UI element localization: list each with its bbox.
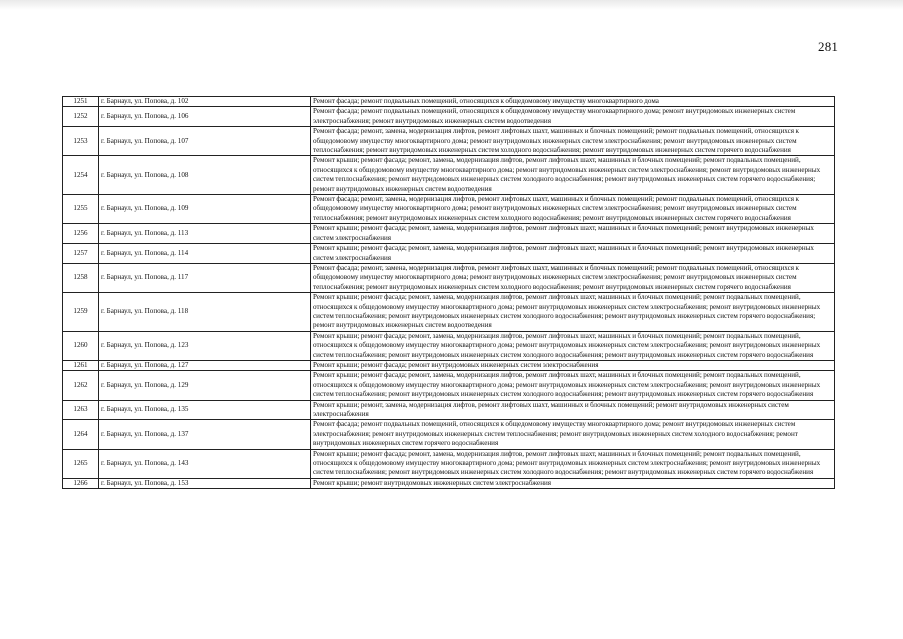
table-row — [63, 331, 835, 360]
row-number-cell: 1266 — [63, 478, 99, 488]
scan-edge-shadow — [0, 0, 903, 10]
repair-works-cell: Ремонт крыши; ремонт фасада; ремонт, замена, модернизация лифтов, ремонт лифтовых шахт, машинных и блочных помещений; ремонт подвальных помещений, относящихся к общедомовому имуществу многоквартирного дома; ремонт внутридомовых инженерных систем электроснабжения; ремонт внутридомовых инженерных систем теплоснабжения; ремонт внутридомовых инженерных систем холодного водоснабжения; ремонт внутридомовых инженерных систем горячего водоснабжения; ремонт внутридомовых инженерных систем водоотведения — [311, 156, 835, 195]
row-number-cell: 1263 — [63, 400, 99, 420]
address-cell: г. Барнаул, ул. Попова, д. 153 — [99, 478, 311, 488]
table-row — [63, 400, 835, 420]
address-cell: г. Барнаул, ул. Попова, д. 117 — [99, 263, 311, 292]
table-row — [63, 360, 835, 370]
repair-works-cell: Ремонт крыши; ремонт фасада; ремонт внутридомовых инженерных систем электроснабжения — [311, 360, 835, 370]
row-number-cell: 1261 — [63, 360, 99, 370]
houses-repair-table — [62, 96, 835, 489]
address-cell: г. Барнаул, ул. Попова, д. 113 — [99, 224, 311, 244]
row-number-cell: 1257 — [63, 244, 99, 264]
table-row — [63, 478, 835, 488]
repair-works-cell: Ремонт крыши; ремонт внутридомовых инженерных систем электроснабжения — [311, 478, 835, 488]
row-number-cell: 1258 — [63, 263, 99, 292]
address-cell: г. Барнаул, ул. Попова, д. 127 — [99, 360, 311, 370]
repair-works-cell: Ремонт фасада; ремонт, замена, модернизация лифтов, ремонт лифтовых шахт, машинных и блочных помещений; ремонт подвальных помещений, относящихся к общедомовому имуществу многоквартирного дома; ремонт внутридомовых инженерных систем электроснабжения; ремонт внутридомовых инженерных систем теплоснабжения; ремонт внутридомовых инженерных систем холодного водоснабжения; ремонт внутридомовых инженерных систем горячего водоснабжения — [311, 195, 835, 224]
row-number-cell: 1255 — [63, 195, 99, 224]
address-cell: г. Барнаул, ул. Попова, д. 106 — [99, 107, 311, 127]
table-row — [63, 293, 835, 332]
row-number-cell: 1260 — [63, 331, 99, 360]
row-number-cell: 1259 — [63, 293, 99, 332]
row-number-cell: 1262 — [63, 371, 99, 400]
repair-works-cell: Ремонт фасада; ремонт подвальных помещений, относящихся к общедомовому имуществу многоквартирного дома; ремонт внутридомовых инженерных систем электроснабжения; ремонт внутридомовых инженерных систем водоотведения — [311, 107, 835, 127]
address-cell: г. Барнаул, ул. Попова, д. 129 — [99, 371, 311, 400]
row-number-cell: 1251 — [63, 97, 99, 107]
table-body — [63, 97, 835, 489]
table-row — [63, 224, 835, 244]
repair-works-cell: Ремонт крыши; ремонт фасада; ремонт, замена, модернизация лифтов, ремонт лифтовых шахт, машинных и блочных помещений; ремонт подвальных помещений, относящихся к общедомовому имуществу многоквартирного дома; ремонт внутридомовых инженерных систем электроснабжения; ремонт внутридомовых инженерных систем теплоснабжения; ремонт внутридомовых инженерных систем холодного водоснабжения; ремонт внутридомовых инженерных систем горячего водоснабжения — [311, 331, 835, 360]
repair-works-cell: Ремонт фасада; ремонт, замена, модернизация лифтов, ремонт лифтовых шахт, машинных и блочных помещений; ремонт подвальных помещений, относящихся к общедомовому имуществу многоквартирного дома; ремонт внутридомовых инженерных систем электроснабжения; ремонт внутридомовых инженерных систем теплоснабжения; ремонт внутридомовых инженерных систем холодного водоснабжения; ремонт внутридомовых инженерных систем горячего водоснабжения — [311, 127, 835, 156]
table-row — [63, 156, 835, 195]
page-number: 281 — [818, 39, 839, 54]
table-row — [63, 107, 835, 127]
row-number-cell: 1265 — [63, 449, 99, 478]
repair-works-cell: Ремонт фасада; ремонт, замена, модернизация лифтов, ремонт лифтовых шахт, машинных и блочных помещений; ремонт подвальных помещений, относящихся к общедомовому имуществу многоквартирного дома; ремонт внутридомовых инженерных систем электроснабжения; ремонт внутридомовых инженерных систем теплоснабжения; ремонт внутридомовых инженерных систем холодного водоснабжения; ремонт внутридомовых инженерных систем горячего водоснабжения — [311, 263, 835, 292]
address-cell: г. Барнаул, ул. Попова, д. 137 — [99, 420, 311, 449]
repair-works-cell: Ремонт крыши; ремонт фасада; ремонт, замена, модернизация лифтов, ремонт лифтовых шахт, машинных и блочных помещений; ремонт внутридомовых инженерных систем электроснабжения — [311, 244, 835, 264]
table-row — [63, 244, 835, 264]
repair-works-cell: Ремонт крыши; ремонт фасада; ремонт, замена, модернизация лифтов, ремонт лифтовых шахт, машинных и блочных помещений; ремонт подвальных помещений, относящихся к общедомовому имуществу многоквартирного дома; ремонт внутридомовых инженерных систем электроснабжения; ремонт внутридомовых инженерных систем теплоснабжения; ремонт внутридомовых инженерных систем холодного водоснабжения; ремонт внутридомовых инженерных систем горячего водоснабжения; ремонт внутридомовых инженерных систем водоотведения — [311, 293, 835, 332]
address-cell: г. Барнаул, ул. Попова, д. 108 — [99, 156, 311, 195]
address-cell: г. Барнаул, ул. Попова, д. 114 — [99, 244, 311, 264]
address-cell: г. Барнаул, ул. Попова, д. 118 — [99, 293, 311, 332]
row-number-cell: 1264 — [63, 420, 99, 449]
table-row — [63, 97, 835, 107]
table-row — [63, 371, 835, 400]
repair-works-cell: Ремонт крыши; ремонт фасада; ремонт, замена, модернизация лифтов, ремонт лифтовых шахт, машинных и блочных помещений; ремонт подвальных помещений, относящихся к общедомовому имуществу многоквартирного дома; ремонт внутридомовых инженерных систем электроснабжения; ремонт внутридомовых инженерных систем теплоснабжения; ремонт внутридомовых инженерных систем холодного водоснабжения; ремонт внутридомовых инженерных систем горячего водоснабжения — [311, 449, 835, 478]
row-number-cell: 1252 — [63, 107, 99, 127]
repair-works-cell: Ремонт фасада; ремонт подвальных помещений, относящихся к общедомовому имуществу многоквартирного дома — [311, 97, 835, 107]
address-cell: г. Барнаул, ул. Попова, д. 123 — [99, 331, 311, 360]
address-cell: г. Барнаул, ул. Попова, д. 135 — [99, 400, 311, 420]
table-row — [63, 263, 835, 292]
repair-works-cell: Ремонт крыши; ремонт фасада; ремонт, замена, модернизация лифтов, ремонт лифтовых шахт, машинных и блочных помещений; ремонт внутридомовых инженерных систем электроснабжения — [311, 224, 835, 244]
repair-works-cell: Ремонт крыши; ремонт фасада; ремонт, замена, модернизация лифтов, ремонт лифтовых шахт, машинных и блочных помещений; ремонт подвальных помещений, относящихся к общедомовому имуществу многоквартирного дома; ремонт внутридомовых инженерных систем электроснабжения; ремонт внутридомовых инженерных систем теплоснабжения; ремонт внутридомовых инженерных систем холодного водоснабжения; ремонт внутридомовых инженерных систем горячего водоснабжения — [311, 371, 835, 400]
table-row — [63, 449, 835, 478]
table-row — [63, 127, 835, 156]
address-cell: г. Барнаул, ул. Попова, д. 102 — [99, 97, 311, 107]
address-cell: г. Барнаул, ул. Попова, д. 109 — [99, 195, 311, 224]
row-number-cell: 1256 — [63, 224, 99, 244]
row-number-cell: 1253 — [63, 127, 99, 156]
address-cell: г. Барнаул, ул. Попова, д. 107 — [99, 127, 311, 156]
repair-works-cell: Ремонт крыши; ремонт, замена, модернизация лифтов, ремонт лифтовых шахт, машинных и блочных помещений; ремонт внутридомовых инженерных систем электроснабжения — [311, 400, 835, 420]
table-row — [63, 195, 835, 224]
address-cell: г. Барнаул, ул. Попова, д. 143 — [99, 449, 311, 478]
repair-works-cell: Ремонт фасада; ремонт подвальных помещений, относящихся к общедомовому имуществу многоквартирного дома; ремонт внутридомовых инженерных систем электроснабжения; ремонт внутридомовых инженерных систем теплоснабжения; ремонт внутридомовых инженерных систем холодного водоснабжения; ремонт внутридомовых инженерных систем горячего водоснабжения — [311, 420, 835, 449]
row-number-cell: 1254 — [63, 156, 99, 195]
table-row — [63, 420, 835, 449]
